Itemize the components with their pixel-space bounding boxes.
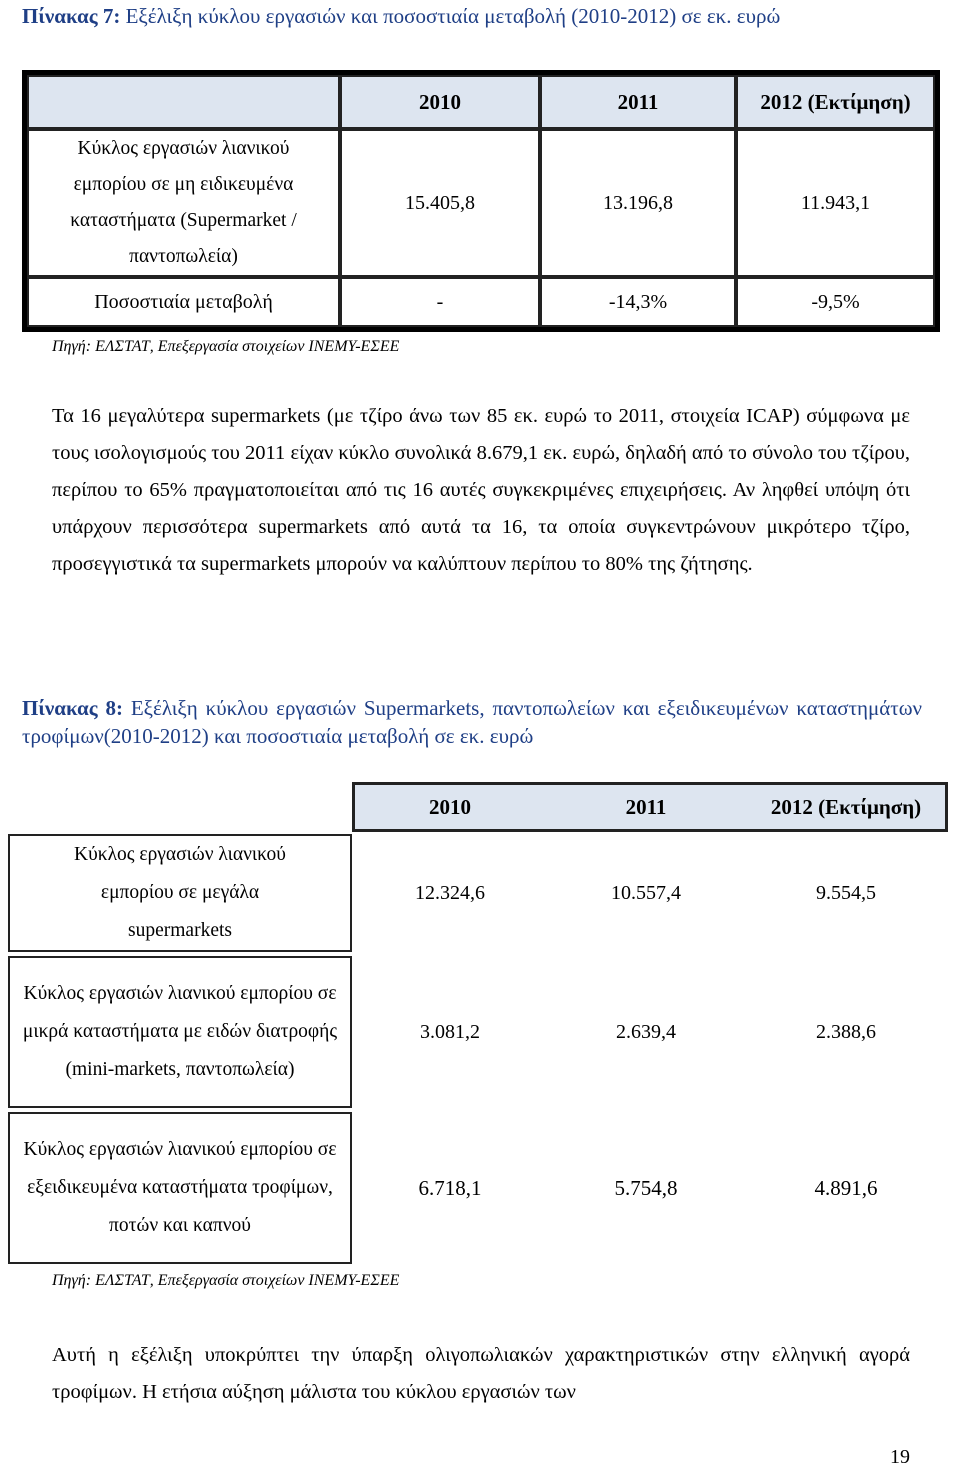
table8-source: Πηγή: ΕΛΣΤΑΤ, Επεξεργασία στοιχείων ΙΝΕΜΥ-ΕΣΕΕ bbox=[52, 1272, 400, 1289]
table8-header-blank bbox=[8, 782, 352, 832]
table8-cell: 2.639,4 bbox=[616, 1020, 676, 1043]
table8-cell: 2.388,6 bbox=[816, 1020, 876, 1043]
table7-header-year: 2012 (Εκτίμηση) bbox=[736, 75, 935, 129]
table8-cell: 10.557,4 bbox=[611, 881, 681, 904]
table7-cell: -9,5% bbox=[736, 277, 935, 327]
table8-cell: 5.754,8 bbox=[614, 1175, 678, 1200]
paragraph-text: Αυτή η εξέλιξη υποκρύπτει την ύπαρξη ολιγοπωλιακών χαρακτηριστικών στην ελληνική αγορά τροφίμων. Η ετήσια αύξηση μάλιστα του κύκλου εργασιών των bbox=[52, 1344, 910, 1403]
table7-header-blank bbox=[27, 75, 340, 129]
table7-cell: - bbox=[340, 277, 540, 327]
table8-row-label: Κύκλος εργασιών λιανικού εμπορίου σε μικρά καταστήματα με ειδών διατροφής (mini-markets, παντοπωλεία) bbox=[8, 956, 352, 1108]
table7-cell: -14,3% bbox=[540, 277, 736, 327]
table8-cell: 3.081,2 bbox=[420, 1020, 480, 1043]
body-paragraph-1 bbox=[52, 398, 910, 583]
table8-header-year: 2010 bbox=[429, 794, 471, 819]
table8-caption-label: Πίνακας 8: bbox=[22, 696, 123, 720]
table8-caption bbox=[22, 694, 922, 750]
table8-header-year: 2011 bbox=[625, 794, 667, 819]
table7-cell: 15.405,8 bbox=[340, 129, 540, 277]
table8 bbox=[6, 782, 956, 1272]
table7-row-label: Ποσοστιαία μεταβολή bbox=[27, 277, 340, 327]
table7 bbox=[22, 70, 940, 332]
table8-caption-text: Εξέλιξη κύκλου εργασιών Supermarkets, παντοπωλείων και εξειδικευμένων καταστημάτων τροφίμων(2010-2012) και ποσοστιαία μεταβολή σε εκ. ευρώ bbox=[22, 696, 923, 748]
table8-header-year: 2012 (Εκτίμηση) bbox=[770, 794, 922, 819]
table8-cell: 12.324,6 bbox=[415, 881, 485, 904]
table8-cell: 6.718,1 bbox=[418, 1175, 482, 1200]
table7-cell: 11.943,1 bbox=[736, 129, 935, 277]
table7-row-label: Κύκλος εργασιών λιανικού εμπορίου σε μη ειδικευμένα καταστήματα (Supermarket / παντοπωλεία) bbox=[27, 129, 340, 277]
body-paragraph-2 bbox=[52, 1337, 910, 1411]
table7-cell: 13.196,8 bbox=[540, 129, 736, 277]
table8-row-label: Κύκλος εργασιών λιανικού εμπορίου σε μεγάλα supermarkets bbox=[8, 834, 352, 952]
table7-caption-label: Πίνακας 7: bbox=[22, 4, 121, 28]
table7-header-year: 2010 bbox=[340, 75, 540, 129]
table7-header-year: 2011 bbox=[540, 75, 736, 129]
table8-cell: 9.554,5 bbox=[816, 881, 876, 904]
table8-row-label: Κύκλος εργασιών λιανικού εμπορίου σε εξειδικευμένα καταστήματα τροφίμων, ποτών και καπνού bbox=[8, 1112, 352, 1264]
table7-source: Πηγή: ΕΛΣΤΑΤ, Επεξεργασία στοιχείων ΙΝΕΜΥ-ΕΣΕΕ bbox=[52, 338, 400, 355]
table7-caption-text: Εξέλιξη κύκλου εργασιών και ποσοστιαία μεταβολή (2010-2012) σε εκ. ευρώ bbox=[125, 4, 781, 28]
paragraph-text: Τα 16 μεγαλύτερα supermarkets (με τζίρο άνω των 85 εκ. ευρώ το 2011, στοιχεία ICAP) σύμφωνα με τους ισολογισμούς του 2011 είχαν κύκλο συνολικά 8.679,1 εκ. ευρώ, δηλαδή από το σύνολο του τζίρου, περίπου το 65% πραγματοποιείται από τις 16 αυτές συγκεκριμένες επιχειρήσεις. Αν ληφθεί υπόψη ότι υπάρχουν περισσότερα supermarkets από αυτά τα 16, τα οποία συγκεντρώνουν μικρότερο τζίρο, προσεγγιστικά τα supermarkets μπορούν να καλύπτουν περίπου το 80% της ζήτησης. bbox=[52, 405, 910, 575]
table8-cell: 4.891,6 bbox=[814, 1175, 878, 1200]
table7-caption bbox=[22, 2, 922, 30]
page-number: 19 bbox=[890, 1446, 910, 1468]
